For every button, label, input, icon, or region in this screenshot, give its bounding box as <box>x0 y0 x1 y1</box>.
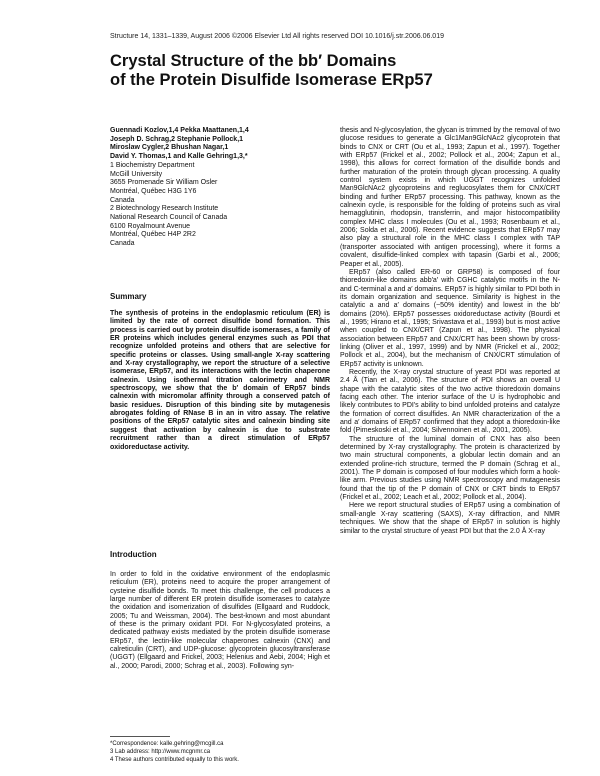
paragraph: ERp57 (also called ER-60 or GRP58) is composed of four thioredoxin-like domains abb′a′ with CGHC catalytic motifs in the N- and C-terminal a and a′ domains. ERp57 is highly similar to PDI both in its domain organization and sequence. Similarity is highest in the catalytic a and a′ domains (~50% identity) and lowest in the bb′ domains (20%). ERp57 possesses oxidoreductase activity (Bourdi et al., 1995; Hirano et al., 1995; Srivastava et al., 1993) but is most active when coupled to CNX/CRT (Zapun et al., 1998). The physical association between ERp57 and CNX/CRT has been shown by cross-linking (Oliver et al., 1997, 1999) and by NMR (Frickel et al., 2002; Pollock et al., 2004), but the mechanism of CNX/CRT stimulation of ERp57 activity is unknown. <box>340 268 560 368</box>
right-column <box>340 127 560 536</box>
author-block <box>110 127 325 249</box>
footnote-divider <box>110 736 170 737</box>
summary-text: The synthesis of proteins in the endoplasmic reticulum (ER) is limited by the rate of correct disulfide bond formation. This process is carried out by protein disulfide isomerases, a family of ER proteins which includes general enzymes such as PDI that recognize unfolded proteins and others that are selective for specific proteins or classes. Using small-angle X-ray scattering and X-ray crystallography, we report the structure of a selective isomerase, ERp57, and its interactions with the lectin chaperone calnexin. Using isothermal titration calorimetry and NMR spectroscopy, we show that the b′ domain of ERp57 binds calnexin with micromolar affinity through a conserved patch of basic residues. Disruption of this binding site by mutagenesis abrogates folding of RNase B in an in vitro assay. The relative positions of the ERp57 catalytic sites and calnexin binding site suggest that activation by calnexin is due to substrate recruitment rather than a direct stimulation of ERp57 oxidoreductase activity. <box>110 310 330 451</box>
introduction-text: In order to fold in the oxidative environment of the endoplasmic reticulum (ER), proteins need to acquire the proper arrangement of cysteine disulfide bonds. To meet this challenge, the cell produces a large number of different ER protein disulfide isomerases to catalyze the oxidation and isomerization of disulfides (Ellgaard and Ruddock, 2005; Tu and Weissman, 2004). The best-known and most abundant of these is the primary oxidant PDI. For N-glycosylated proteins, a dedicated pathway exists mediated by the protein disulfide isomerase ERp57, the lectin-like molecular chaperones calnexin (CNX) and calreticulin (CRT), and UDP-glucose: glycoprotein glucosyltransferase (UGGT) (Ellgaard and Frickel, 2003; Helenius and Aebi, 2004; High et al., 2000; Parodi, 2000; Schrag et al., 2003). Following syn- <box>110 571 330 670</box>
affiliation-line: 3655 Promenade Sir William Osler <box>110 179 218 187</box>
title-line-1: Crystal Structure of the bb′ Domains <box>110 52 397 70</box>
paragraph: thesis and N-glycosylation, the glycan is trimmed by the removal of two glucose residues to generate a Glc1Man9GlcNAc2 glycoprotein that binds to CNX or CRT (Ou et al., 1993; Zapun et al., 1997). Together with ERp57 (Frickel et al., 2002; Pollock et al., 2004; Zapun et al., 1998), this allows for correct formation of the disulfide bonds and further maturation of the protein through glycan processing. A quality control system exists in which UGGT recognizes unfolded Man9GlcNAc2 glycoproteins and reglucosylates them for CNX/CRT binding and further ERp57 processing. This pathway, known as the calnexin cycle, is responsible for the folding of proteins such as viral hemagglutinin, rhodopsin, transferrin, and major histocompatibility complex MHC class I molecules (Ou et al., 1993; Rosenbaum et al., 2006; Solda et al., 2006). Recent evidence suggests that ERp57 may also play a structural role in the MHC class I complex with TAP (transporter associated with antigen processing), where it forms a covalent, disulfide-linked complex with tapasin (Garbi et al., 2006; Peaper et al., 2005). <box>340 127 560 268</box>
journal-header: Structure 14, 1331–1339, August 2006 ©2006 Elsevier Ltd All rights reserved DOI 10.1016/j.str.2006.06.019 <box>110 33 444 40</box>
affiliation-line: 1 Biochemistry Department <box>110 161 195 169</box>
affiliation-line: National Research Council of Canada <box>110 214 228 222</box>
affiliation-line: 6100 Royalmount Avenue <box>110 222 191 230</box>
lab-address-footnote[interactable]: 3 Lab address: http://www.mcgnmr.ca <box>110 749 211 755</box>
paragraph: Here we report structural studies of ERp57 using a combination of small-angle X-ray scattering (SAXS), X-ray diffraction, and NMR techniques. We show that the shape of ERp57 in solution is highly similar to the crystal structure of yeast PDI but that the 2.0 Å X-ray <box>340 502 560 535</box>
author-line: Miroslaw Cygler,2 Bhushan Nagar,1 <box>110 144 229 152</box>
article-title <box>110 52 570 90</box>
affiliation-line: McGill University <box>110 170 163 178</box>
summary-heading: Summary <box>110 292 147 301</box>
title-line-2: of the Protein Disulfide Isomerase ERp57 <box>110 71 433 89</box>
footnotes <box>110 740 330 764</box>
equal-contribution-footnote: 4 These authors contributed equally to this work. <box>110 757 239 763</box>
paragraph: Recently, the X-ray crystal structure of yeast PDI was reported at 2.4 Å (Tian et al., 2006). The structure of PDI shows an overall U shape with the catalytic sites of the two active thioredoxin domains facing each other. The interior surface of the U is hydrophobic and likely contributes to PDI's ability to bind unfolded proteins and catalyze the formation of correct disulfides. An NMR characterization of the a and a′ domains of ERp57 confirmed that they adopt a thioredoxin-like fold (Pimeskoski et al., 2004; Silvennoinen et al., 2001, 2005). <box>340 368 560 435</box>
correspondence-footnote[interactable]: *Correspondence: kalle.gehring@mcgill.ca <box>110 741 224 747</box>
affiliation-line: Canada <box>110 240 135 248</box>
affiliation-line: 2 Biotechnology Research Institute <box>110 205 219 213</box>
affiliation-line: Montréal, Québec H4P 2R2 <box>110 231 196 239</box>
author-line: Joseph D. Schrag,2 Stephanie Pollock,1 <box>110 135 244 143</box>
affiliation-line: Montréal, Québec H3G 1Y6 <box>110 187 197 195</box>
author-line: David Y. Thomas,1 and Kalle Gehring1,3,* <box>110 153 248 161</box>
author-line: Guennadi Kozlov,1,4 Pekka Maattanen,1,4 <box>110 127 249 134</box>
paragraph: The structure of the luminal domain of CNX has also been determined by X-ray crystallography. The protein is characterized by two main structural components, a globular lectin domain and an extended proline-rich structure, termed the P domain (Schrag et al., 2001). The P domain is composed of four modules which form a hook-like arm. Previous studies using NMR spectroscopy and mutagenesis found that the tip of the P domain of CNX or CRT binds to ERp57 (Frickel et al., 2002; Leach et al., 2002; Pollock et al., 2004). <box>340 435 560 502</box>
affiliation-line: Canada <box>110 196 135 204</box>
introduction-heading: Introduction <box>110 550 157 559</box>
